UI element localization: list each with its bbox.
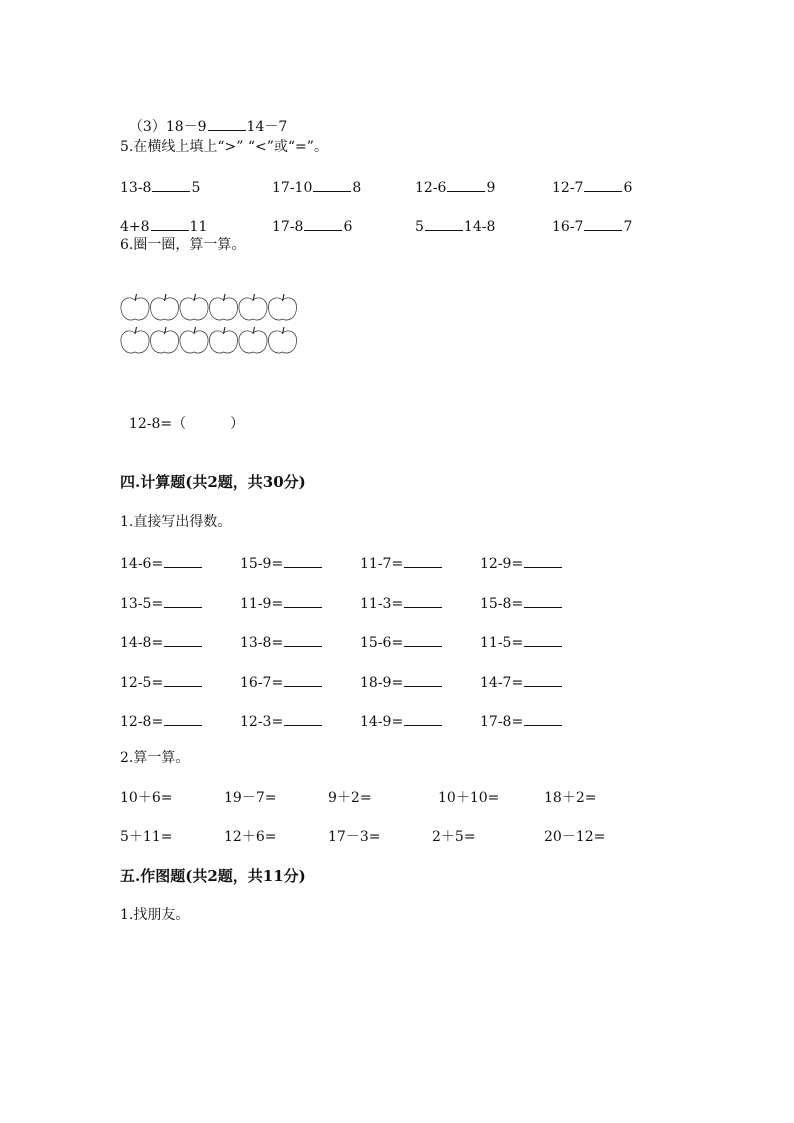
apple-icon xyxy=(180,294,208,320)
apple-icon xyxy=(121,294,149,320)
question-5-title: 5.在横线上填上“>” “<”或“=”。 xyxy=(120,139,328,155)
answer-blank[interactable] xyxy=(404,711,442,726)
section-5-heading: 五.作图题(共2题，共11分) xyxy=(120,867,306,885)
calc-expression: 17-8= xyxy=(480,714,524,730)
calc-expression: 15-6= xyxy=(360,635,404,651)
compare-item xyxy=(415,216,495,236)
calc-expression: 19－7= xyxy=(224,790,277,806)
calc-item xyxy=(480,711,563,731)
compare-left: 13-8 xyxy=(120,180,152,196)
calc-expression: 2＋5= xyxy=(432,829,476,845)
calc-item xyxy=(120,553,203,573)
calc-expression: 14-9= xyxy=(360,714,404,730)
calc-item xyxy=(120,672,203,692)
answer-blank[interactable] xyxy=(584,177,622,192)
calc-item xyxy=(120,828,172,846)
equation-close: ） xyxy=(230,416,245,432)
apple-icon xyxy=(268,327,296,353)
answer-blank[interactable] xyxy=(404,632,442,647)
answer-blank[interactable] xyxy=(208,116,246,131)
answer-blank[interactable] xyxy=(164,672,202,687)
answer-blank[interactable] xyxy=(524,632,562,647)
compare-right: 14-8 xyxy=(463,219,496,235)
answer-blank[interactable] xyxy=(152,177,190,192)
calc-item xyxy=(544,828,605,846)
apple-icon xyxy=(239,327,267,353)
answer-blank[interactable] xyxy=(584,216,622,231)
apple-icon xyxy=(150,327,178,353)
answer-blank[interactable] xyxy=(404,593,442,608)
calc-item xyxy=(360,711,443,731)
question-6-equation xyxy=(120,397,244,433)
calc-expression: 14-6= xyxy=(120,556,164,572)
apple-icon xyxy=(209,327,237,353)
calc-expression: 11-5= xyxy=(480,635,524,651)
apple-icon xyxy=(209,294,237,320)
calc-expression: 12-8= xyxy=(120,714,164,730)
calc-expression: 14-8= xyxy=(120,635,164,651)
calc-item xyxy=(120,632,203,652)
calc-expression: 12-5= xyxy=(120,674,164,691)
calc-expression: 12-9= xyxy=(480,556,524,572)
calc-expression: 20－12= xyxy=(544,829,606,845)
compare-left: 12-6 xyxy=(415,180,447,196)
answer-blank[interactable] xyxy=(304,216,342,231)
answer-blank[interactable] xyxy=(284,672,322,687)
calc-item xyxy=(120,789,172,807)
answer-blank[interactable] xyxy=(425,216,463,231)
answer-blank[interactable] xyxy=(164,593,202,608)
compare-item xyxy=(552,177,632,197)
calc-item xyxy=(224,789,276,807)
calc-expression: 14-7= xyxy=(480,674,524,691)
calc-item xyxy=(120,593,203,613)
section-4-heading: 四.计算题(共2题，共30分) xyxy=(120,473,306,491)
compare-left: 16-7 xyxy=(552,219,584,235)
answer-blank[interactable] xyxy=(284,632,322,647)
section-4-q2-title: 2.算一算。 xyxy=(120,750,190,766)
question-6-title: 6.圈一圈，算一算。 xyxy=(120,237,246,253)
compare-right: 14－7 xyxy=(246,119,288,135)
calc-expression: 18-9= xyxy=(360,674,404,691)
apple-icon xyxy=(268,294,296,320)
compare-item xyxy=(272,216,352,236)
calc-expression: 5＋11= xyxy=(120,829,173,845)
calc-item xyxy=(480,553,563,573)
apple-icon xyxy=(150,294,178,320)
answer-blank[interactable] xyxy=(164,553,202,568)
compare-right: 6 xyxy=(343,219,353,235)
answer-blank[interactable] xyxy=(284,593,322,608)
calc-expression: 15-8= xyxy=(480,595,524,612)
compare-item-3 xyxy=(120,98,287,136)
compare-right: 11 xyxy=(189,219,208,235)
section-5-q1-title: 1.找朋友。 xyxy=(120,907,190,923)
answer-blank[interactable] xyxy=(524,711,562,726)
compare-right: 9 xyxy=(486,180,496,196)
answer-blank[interactable] xyxy=(447,177,485,192)
calc-item xyxy=(480,632,563,652)
compare-left: （3）18－9 xyxy=(128,119,207,135)
apple-illustration[interactable] xyxy=(120,290,305,356)
answer-blank[interactable] xyxy=(284,553,322,568)
calc-item xyxy=(480,672,563,692)
compare-right: 7 xyxy=(623,219,633,235)
compare-right: 8 xyxy=(352,180,362,196)
calc-expression: 10＋6= xyxy=(120,790,173,806)
calc-expression: 17－3= xyxy=(328,829,381,845)
compare-item xyxy=(552,216,632,236)
calc-item xyxy=(360,672,443,692)
calc-item xyxy=(438,789,499,807)
answer-blank[interactable] xyxy=(524,672,562,687)
answer-blank[interactable] xyxy=(524,553,562,568)
answer-blank[interactable] xyxy=(404,553,442,568)
compare-item xyxy=(272,177,361,197)
compare-left: 17-8 xyxy=(272,219,304,235)
calc-item xyxy=(360,632,443,652)
calc-item xyxy=(240,593,323,613)
calc-item xyxy=(240,632,323,652)
calc-item xyxy=(544,789,596,807)
calc-item xyxy=(240,553,323,573)
compare-left: 5 xyxy=(415,219,424,235)
equation-text: 12-8=（ xyxy=(128,416,187,432)
calc-item xyxy=(120,711,203,731)
compare-right: 6 xyxy=(623,180,633,196)
answer-blank[interactable] xyxy=(164,632,202,647)
calc-expression: 11-7= xyxy=(360,556,404,572)
calc-expression: 11-3= xyxy=(360,595,404,612)
calc-expression: 13-8= xyxy=(240,635,284,651)
answer-blank[interactable] xyxy=(164,711,202,726)
calc-item xyxy=(360,553,443,573)
apple-icon xyxy=(239,294,267,320)
section-4-q1-title: 1.直接写出得数。 xyxy=(120,514,232,530)
calc-item xyxy=(328,789,372,807)
answer-blank[interactable] xyxy=(284,711,322,726)
compare-item xyxy=(120,216,207,236)
calc-item xyxy=(240,672,323,692)
compare-right: 5 xyxy=(191,180,201,196)
apple-icon xyxy=(180,327,208,353)
calc-item xyxy=(360,593,443,613)
compare-left: 12-7 xyxy=(552,180,584,196)
calc-expression: 12＋6= xyxy=(224,829,277,845)
answer-blank[interactable] xyxy=(524,593,562,608)
calc-expression: 16-7= xyxy=(240,674,284,691)
compare-left: 4+8 xyxy=(120,219,150,235)
calc-expression: 11-9= xyxy=(240,595,284,612)
apple-icon xyxy=(121,327,149,353)
calc-item xyxy=(432,828,476,846)
answer-blank[interactable] xyxy=(404,672,442,687)
calc-item xyxy=(240,711,323,731)
calc-item xyxy=(328,828,380,846)
calc-expression: 10＋10= xyxy=(438,790,500,806)
compare-item xyxy=(120,177,200,197)
calc-expression: 12-3= xyxy=(240,714,284,730)
calc-expression: 13-5= xyxy=(120,595,164,612)
answer-blank[interactable] xyxy=(313,177,351,192)
answer-blank[interactable] xyxy=(151,216,189,231)
calc-item xyxy=(480,593,563,613)
compare-left: 17-10 xyxy=(272,180,313,196)
calc-expression: 15-9= xyxy=(240,556,284,572)
compare-item xyxy=(415,177,495,197)
calc-item xyxy=(224,828,276,846)
calc-expression: 9＋2= xyxy=(328,790,372,806)
calc-expression: 18＋2= xyxy=(544,790,597,806)
